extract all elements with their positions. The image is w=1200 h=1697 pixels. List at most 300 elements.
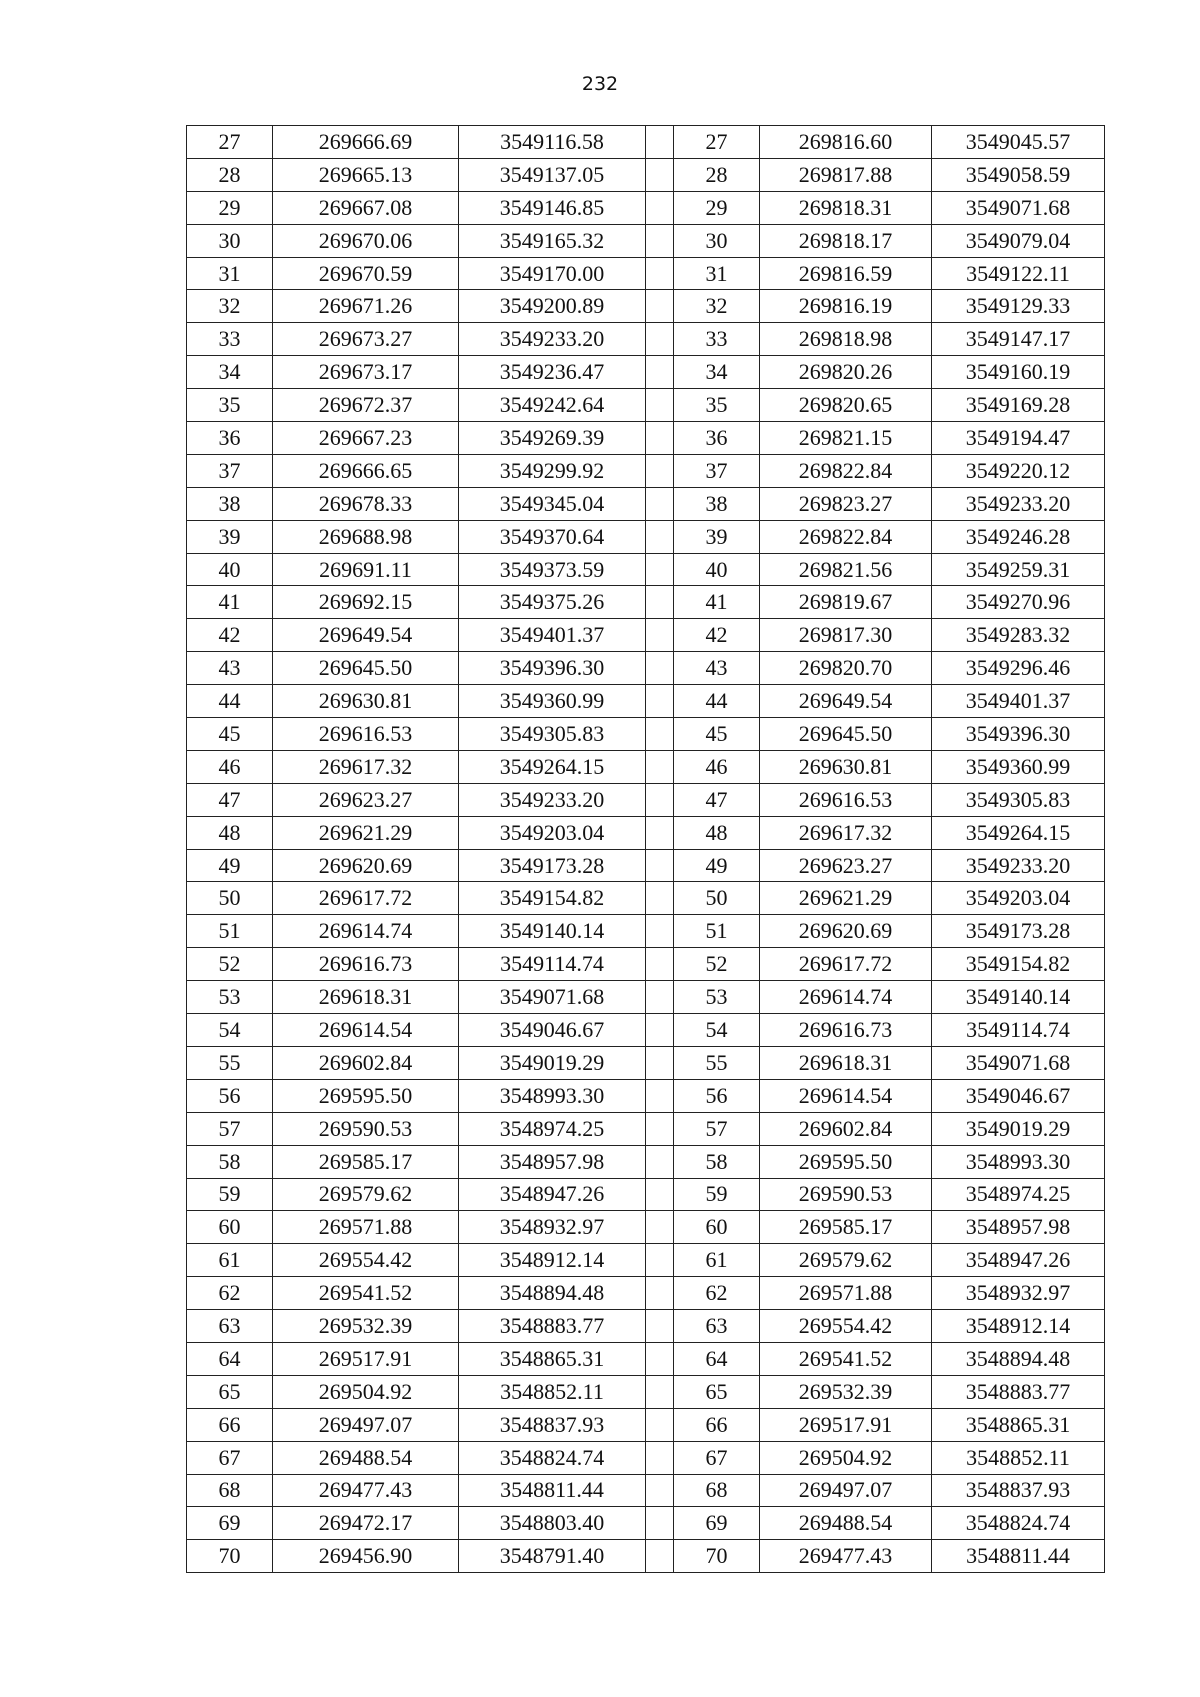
right-x-coordinate-cell: 269602.84 bbox=[760, 1112, 932, 1145]
left-point-number-cell: 52 bbox=[187, 948, 273, 981]
right-point-number-cell: 33 bbox=[674, 323, 760, 356]
table-row bbox=[187, 619, 1105, 652]
separator-cell bbox=[646, 1310, 674, 1343]
left-point-number-cell: 55 bbox=[187, 1046, 273, 1079]
table-row bbox=[187, 1244, 1105, 1277]
left-y-coordinate-cell: 3549165.32 bbox=[459, 224, 646, 257]
right-y-coordinate-cell: 3549046.67 bbox=[932, 1079, 1105, 1112]
left-x-coordinate-cell: 269630.81 bbox=[273, 685, 459, 718]
left-point-number-cell: 61 bbox=[187, 1244, 273, 1277]
table-row bbox=[187, 1474, 1105, 1507]
left-x-coordinate-cell: 269692.15 bbox=[273, 586, 459, 619]
left-x-coordinate-cell: 269649.54 bbox=[273, 619, 459, 652]
coordinate-table-body bbox=[187, 126, 1105, 1573]
right-y-coordinate-cell: 3549129.33 bbox=[932, 290, 1105, 323]
right-x-coordinate-cell: 269590.53 bbox=[760, 1178, 932, 1211]
separator-cell bbox=[646, 454, 674, 487]
left-y-coordinate-cell: 3548974.25 bbox=[459, 1112, 646, 1145]
table-row bbox=[187, 1211, 1105, 1244]
separator-cell bbox=[646, 257, 674, 290]
left-y-coordinate-cell: 3548894.48 bbox=[459, 1277, 646, 1310]
left-y-coordinate-cell: 3548791.40 bbox=[459, 1540, 646, 1573]
right-y-coordinate-cell: 3548947.26 bbox=[932, 1244, 1105, 1277]
right-y-coordinate-cell: 3548811.44 bbox=[932, 1540, 1105, 1573]
left-y-coordinate-cell: 3548883.77 bbox=[459, 1310, 646, 1343]
left-point-number-cell: 64 bbox=[187, 1342, 273, 1375]
right-x-coordinate-cell: 269614.74 bbox=[760, 981, 932, 1014]
left-x-coordinate-cell: 269667.08 bbox=[273, 191, 459, 224]
table-row bbox=[187, 750, 1105, 783]
left-point-number-cell: 56 bbox=[187, 1079, 273, 1112]
left-point-number-cell: 41 bbox=[187, 586, 273, 619]
right-point-number-cell: 38 bbox=[674, 487, 760, 520]
left-y-coordinate-cell: 3549396.30 bbox=[459, 652, 646, 685]
right-x-coordinate-cell: 269579.62 bbox=[760, 1244, 932, 1277]
right-y-coordinate-cell: 3549203.04 bbox=[932, 882, 1105, 915]
table-row bbox=[187, 290, 1105, 323]
table-row bbox=[187, 1046, 1105, 1079]
right-y-coordinate-cell: 3548894.48 bbox=[932, 1342, 1105, 1375]
separator-cell bbox=[646, 520, 674, 553]
table-row bbox=[187, 454, 1105, 487]
left-y-coordinate-cell: 3548811.44 bbox=[459, 1474, 646, 1507]
right-y-coordinate-cell: 3549270.96 bbox=[932, 586, 1105, 619]
separator-cell bbox=[646, 389, 674, 422]
table-row bbox=[187, 1540, 1105, 1573]
right-x-coordinate-cell: 269595.50 bbox=[760, 1145, 932, 1178]
right-x-coordinate-cell: 269821.56 bbox=[760, 553, 932, 586]
separator-cell bbox=[646, 882, 674, 915]
left-x-coordinate-cell: 269691.11 bbox=[273, 553, 459, 586]
left-y-coordinate-cell: 3549200.89 bbox=[459, 290, 646, 323]
right-point-number-cell: 70 bbox=[674, 1540, 760, 1573]
right-point-number-cell: 57 bbox=[674, 1112, 760, 1145]
separator-cell bbox=[646, 290, 674, 323]
left-y-coordinate-cell: 3548947.26 bbox=[459, 1178, 646, 1211]
left-x-coordinate-cell: 269554.42 bbox=[273, 1244, 459, 1277]
right-point-number-cell: 56 bbox=[674, 1079, 760, 1112]
left-x-coordinate-cell: 269688.98 bbox=[273, 520, 459, 553]
separator-cell bbox=[646, 1112, 674, 1145]
separator-cell bbox=[646, 487, 674, 520]
table-row bbox=[187, 1277, 1105, 1310]
separator-cell bbox=[646, 1145, 674, 1178]
right-point-number-cell: 59 bbox=[674, 1178, 760, 1211]
right-y-coordinate-cell: 3548824.74 bbox=[932, 1507, 1105, 1540]
right-x-coordinate-cell: 269541.52 bbox=[760, 1342, 932, 1375]
left-point-number-cell: 37 bbox=[187, 454, 273, 487]
right-y-coordinate-cell: 3548852.11 bbox=[932, 1441, 1105, 1474]
left-y-coordinate-cell: 3549137.05 bbox=[459, 158, 646, 191]
right-x-coordinate-cell: 269617.72 bbox=[760, 948, 932, 981]
right-point-number-cell: 67 bbox=[674, 1441, 760, 1474]
right-x-coordinate-cell: 269820.65 bbox=[760, 389, 932, 422]
left-y-coordinate-cell: 3549360.99 bbox=[459, 685, 646, 718]
right-point-number-cell: 61 bbox=[674, 1244, 760, 1277]
left-x-coordinate-cell: 269497.07 bbox=[273, 1408, 459, 1441]
separator-cell bbox=[646, 1244, 674, 1277]
table-row bbox=[187, 520, 1105, 553]
separator-cell bbox=[646, 1375, 674, 1408]
right-y-coordinate-cell: 3548865.31 bbox=[932, 1408, 1105, 1441]
right-x-coordinate-cell: 269554.42 bbox=[760, 1310, 932, 1343]
right-x-coordinate-cell: 269820.26 bbox=[760, 356, 932, 389]
right-x-coordinate-cell: 269517.91 bbox=[760, 1408, 932, 1441]
separator-cell bbox=[646, 553, 674, 586]
separator-cell bbox=[646, 126, 674, 159]
right-point-number-cell: 49 bbox=[674, 849, 760, 882]
right-y-coordinate-cell: 3549045.57 bbox=[932, 126, 1105, 159]
right-point-number-cell: 37 bbox=[674, 454, 760, 487]
left-point-number-cell: 54 bbox=[187, 1014, 273, 1047]
right-y-coordinate-cell: 3549122.11 bbox=[932, 257, 1105, 290]
left-x-coordinate-cell: 269532.39 bbox=[273, 1310, 459, 1343]
left-point-number-cell: 30 bbox=[187, 224, 273, 257]
right-y-coordinate-cell: 3548993.30 bbox=[932, 1145, 1105, 1178]
separator-cell bbox=[646, 685, 674, 718]
left-point-number-cell: 32 bbox=[187, 290, 273, 323]
table-row bbox=[187, 1178, 1105, 1211]
left-y-coordinate-cell: 3549203.04 bbox=[459, 816, 646, 849]
separator-cell bbox=[646, 619, 674, 652]
left-point-number-cell: 31 bbox=[187, 257, 273, 290]
table-row bbox=[187, 422, 1105, 455]
left-y-coordinate-cell: 3549233.20 bbox=[459, 783, 646, 816]
left-x-coordinate-cell: 269671.26 bbox=[273, 290, 459, 323]
right-point-number-cell: 31 bbox=[674, 257, 760, 290]
right-point-number-cell: 47 bbox=[674, 783, 760, 816]
separator-cell bbox=[646, 915, 674, 948]
separator-cell bbox=[646, 1540, 674, 1573]
left-y-coordinate-cell: 3549264.15 bbox=[459, 750, 646, 783]
right-x-coordinate-cell: 269618.31 bbox=[760, 1046, 932, 1079]
separator-cell bbox=[646, 1079, 674, 1112]
left-x-coordinate-cell: 269590.53 bbox=[273, 1112, 459, 1145]
left-point-number-cell: 68 bbox=[187, 1474, 273, 1507]
separator-cell bbox=[646, 586, 674, 619]
left-x-coordinate-cell: 269616.53 bbox=[273, 718, 459, 751]
left-y-coordinate-cell: 3549114.74 bbox=[459, 948, 646, 981]
left-point-number-cell: 59 bbox=[187, 1178, 273, 1211]
right-x-coordinate-cell: 269616.73 bbox=[760, 1014, 932, 1047]
left-point-number-cell: 35 bbox=[187, 389, 273, 422]
table-row bbox=[187, 849, 1105, 882]
right-point-number-cell: 66 bbox=[674, 1408, 760, 1441]
left-y-coordinate-cell: 3549370.64 bbox=[459, 520, 646, 553]
right-x-coordinate-cell: 269645.50 bbox=[760, 718, 932, 751]
separator-cell bbox=[646, 1277, 674, 1310]
left-y-coordinate-cell: 3548837.93 bbox=[459, 1408, 646, 1441]
separator-cell bbox=[646, 849, 674, 882]
left-point-number-cell: 39 bbox=[187, 520, 273, 553]
right-x-coordinate-cell: 269532.39 bbox=[760, 1375, 932, 1408]
table-row bbox=[187, 191, 1105, 224]
left-y-coordinate-cell: 3549146.85 bbox=[459, 191, 646, 224]
right-point-number-cell: 43 bbox=[674, 652, 760, 685]
left-point-number-cell: 51 bbox=[187, 915, 273, 948]
right-x-coordinate-cell: 269616.53 bbox=[760, 783, 932, 816]
left-y-coordinate-cell: 3548865.31 bbox=[459, 1342, 646, 1375]
left-x-coordinate-cell: 269620.69 bbox=[273, 849, 459, 882]
left-y-coordinate-cell: 3548803.40 bbox=[459, 1507, 646, 1540]
right-x-coordinate-cell: 269818.17 bbox=[760, 224, 932, 257]
right-x-coordinate-cell: 269822.84 bbox=[760, 520, 932, 553]
left-x-coordinate-cell: 269477.43 bbox=[273, 1474, 459, 1507]
right-point-number-cell: 30 bbox=[674, 224, 760, 257]
left-point-number-cell: 34 bbox=[187, 356, 273, 389]
left-y-coordinate-cell: 3548957.98 bbox=[459, 1145, 646, 1178]
left-x-coordinate-cell: 269517.91 bbox=[273, 1342, 459, 1375]
table-row bbox=[187, 652, 1105, 685]
left-y-coordinate-cell: 3549345.04 bbox=[459, 487, 646, 520]
right-point-number-cell: 40 bbox=[674, 553, 760, 586]
separator-cell bbox=[646, 816, 674, 849]
left-x-coordinate-cell: 269616.73 bbox=[273, 948, 459, 981]
left-point-number-cell: 70 bbox=[187, 1540, 273, 1573]
right-x-coordinate-cell: 269819.67 bbox=[760, 586, 932, 619]
right-point-number-cell: 68 bbox=[674, 1474, 760, 1507]
separator-cell bbox=[646, 422, 674, 455]
table-row bbox=[187, 718, 1105, 751]
right-x-coordinate-cell: 269821.15 bbox=[760, 422, 932, 455]
separator-cell bbox=[646, 652, 674, 685]
page-number: 232 bbox=[581, 73, 619, 95]
table-row bbox=[187, 783, 1105, 816]
separator-cell bbox=[646, 356, 674, 389]
right-point-number-cell: 36 bbox=[674, 422, 760, 455]
left-x-coordinate-cell: 269488.54 bbox=[273, 1441, 459, 1474]
left-y-coordinate-cell: 3549233.20 bbox=[459, 323, 646, 356]
left-x-coordinate-cell: 269665.13 bbox=[273, 158, 459, 191]
table-row bbox=[187, 158, 1105, 191]
right-point-number-cell: 55 bbox=[674, 1046, 760, 1079]
table-row bbox=[187, 586, 1105, 619]
right-y-coordinate-cell: 3549160.19 bbox=[932, 356, 1105, 389]
left-point-number-cell: 58 bbox=[187, 1145, 273, 1178]
separator-cell bbox=[646, 948, 674, 981]
left-y-coordinate-cell: 3549140.14 bbox=[459, 915, 646, 948]
separator-cell bbox=[646, 1178, 674, 1211]
table-row bbox=[187, 685, 1105, 718]
right-point-number-cell: 69 bbox=[674, 1507, 760, 1540]
left-point-number-cell: 27 bbox=[187, 126, 273, 159]
right-point-number-cell: 42 bbox=[674, 619, 760, 652]
right-x-coordinate-cell: 269504.92 bbox=[760, 1441, 932, 1474]
table-row bbox=[187, 948, 1105, 981]
left-y-coordinate-cell: 3549242.64 bbox=[459, 389, 646, 422]
right-y-coordinate-cell: 3549283.32 bbox=[932, 619, 1105, 652]
table-row bbox=[187, 915, 1105, 948]
left-point-number-cell: 46 bbox=[187, 750, 273, 783]
left-y-coordinate-cell: 3548824.74 bbox=[459, 1441, 646, 1474]
left-point-number-cell: 50 bbox=[187, 882, 273, 915]
right-x-coordinate-cell: 269823.27 bbox=[760, 487, 932, 520]
right-x-coordinate-cell: 269818.98 bbox=[760, 323, 932, 356]
left-x-coordinate-cell: 269666.69 bbox=[273, 126, 459, 159]
separator-cell bbox=[646, 224, 674, 257]
separator-cell bbox=[646, 1474, 674, 1507]
right-point-number-cell: 46 bbox=[674, 750, 760, 783]
right-x-coordinate-cell: 269817.30 bbox=[760, 619, 932, 652]
separator-cell bbox=[646, 158, 674, 191]
separator-cell bbox=[646, 1408, 674, 1441]
left-x-coordinate-cell: 269585.17 bbox=[273, 1145, 459, 1178]
right-y-coordinate-cell: 3548957.98 bbox=[932, 1211, 1105, 1244]
left-x-coordinate-cell: 269614.74 bbox=[273, 915, 459, 948]
right-y-coordinate-cell: 3548912.14 bbox=[932, 1310, 1105, 1343]
left-x-coordinate-cell: 269614.54 bbox=[273, 1014, 459, 1047]
left-x-coordinate-cell: 269645.50 bbox=[273, 652, 459, 685]
right-y-coordinate-cell: 3549401.37 bbox=[932, 685, 1105, 718]
left-y-coordinate-cell: 3549373.59 bbox=[459, 553, 646, 586]
right-x-coordinate-cell: 269621.29 bbox=[760, 882, 932, 915]
right-y-coordinate-cell: 3549019.29 bbox=[932, 1112, 1105, 1145]
left-x-coordinate-cell: 269617.72 bbox=[273, 882, 459, 915]
table-row bbox=[187, 1112, 1105, 1145]
table-row bbox=[187, 389, 1105, 422]
left-y-coordinate-cell: 3549269.39 bbox=[459, 422, 646, 455]
left-x-coordinate-cell: 269456.90 bbox=[273, 1540, 459, 1573]
left-point-number-cell: 45 bbox=[187, 718, 273, 751]
right-y-coordinate-cell: 3549396.30 bbox=[932, 718, 1105, 751]
table-row bbox=[187, 1079, 1105, 1112]
right-y-coordinate-cell: 3548837.93 bbox=[932, 1474, 1105, 1507]
separator-cell bbox=[646, 1441, 674, 1474]
right-point-number-cell: 41 bbox=[674, 586, 760, 619]
left-x-coordinate-cell: 269666.65 bbox=[273, 454, 459, 487]
left-y-coordinate-cell: 3549154.82 bbox=[459, 882, 646, 915]
table-row bbox=[187, 1507, 1105, 1540]
table-row bbox=[187, 257, 1105, 290]
table-row bbox=[187, 1014, 1105, 1047]
table-row bbox=[187, 1310, 1105, 1343]
left-x-coordinate-cell: 269504.92 bbox=[273, 1375, 459, 1408]
right-y-coordinate-cell: 3548932.97 bbox=[932, 1277, 1105, 1310]
right-x-coordinate-cell: 269630.81 bbox=[760, 750, 932, 783]
left-point-number-cell: 29 bbox=[187, 191, 273, 224]
right-point-number-cell: 32 bbox=[674, 290, 760, 323]
right-y-coordinate-cell: 3549071.68 bbox=[932, 1046, 1105, 1079]
separator-cell bbox=[646, 718, 674, 751]
left-y-coordinate-cell: 3548852.11 bbox=[459, 1375, 646, 1408]
right-y-coordinate-cell: 3549079.04 bbox=[932, 224, 1105, 257]
separator-cell bbox=[646, 750, 674, 783]
left-x-coordinate-cell: 269670.59 bbox=[273, 257, 459, 290]
left-y-coordinate-cell: 3549299.92 bbox=[459, 454, 646, 487]
right-y-coordinate-cell: 3549220.12 bbox=[932, 454, 1105, 487]
right-x-coordinate-cell: 269816.60 bbox=[760, 126, 932, 159]
right-point-number-cell: 50 bbox=[674, 882, 760, 915]
table-row bbox=[187, 816, 1105, 849]
right-x-coordinate-cell: 269488.54 bbox=[760, 1507, 932, 1540]
separator-cell bbox=[646, 1014, 674, 1047]
right-x-coordinate-cell: 269477.43 bbox=[760, 1540, 932, 1573]
right-y-coordinate-cell: 3549114.74 bbox=[932, 1014, 1105, 1047]
table-row bbox=[187, 1441, 1105, 1474]
right-point-number-cell: 60 bbox=[674, 1211, 760, 1244]
left-x-coordinate-cell: 269618.31 bbox=[273, 981, 459, 1014]
left-y-coordinate-cell: 3549019.29 bbox=[459, 1046, 646, 1079]
right-y-coordinate-cell: 3549264.15 bbox=[932, 816, 1105, 849]
table-row bbox=[187, 553, 1105, 586]
left-y-coordinate-cell: 3549173.28 bbox=[459, 849, 646, 882]
left-point-number-cell: 38 bbox=[187, 487, 273, 520]
right-y-coordinate-cell: 3548974.25 bbox=[932, 1178, 1105, 1211]
left-point-number-cell: 33 bbox=[187, 323, 273, 356]
left-x-coordinate-cell: 269673.27 bbox=[273, 323, 459, 356]
right-y-coordinate-cell: 3549246.28 bbox=[932, 520, 1105, 553]
left-x-coordinate-cell: 269602.84 bbox=[273, 1046, 459, 1079]
left-point-number-cell: 43 bbox=[187, 652, 273, 685]
left-x-coordinate-cell: 269595.50 bbox=[273, 1079, 459, 1112]
left-point-number-cell: 66 bbox=[187, 1408, 273, 1441]
separator-cell bbox=[646, 981, 674, 1014]
table-row bbox=[187, 356, 1105, 389]
left-y-coordinate-cell: 3549401.37 bbox=[459, 619, 646, 652]
left-point-number-cell: 53 bbox=[187, 981, 273, 1014]
right-y-coordinate-cell: 3549058.59 bbox=[932, 158, 1105, 191]
table-row bbox=[187, 1342, 1105, 1375]
right-y-coordinate-cell: 3549296.46 bbox=[932, 652, 1105, 685]
right-x-coordinate-cell: 269820.70 bbox=[760, 652, 932, 685]
right-point-number-cell: 51 bbox=[674, 915, 760, 948]
left-point-number-cell: 60 bbox=[187, 1211, 273, 1244]
table-row bbox=[187, 323, 1105, 356]
left-y-coordinate-cell: 3548932.97 bbox=[459, 1211, 646, 1244]
separator-cell bbox=[646, 1046, 674, 1079]
right-point-number-cell: 45 bbox=[674, 718, 760, 751]
separator-cell bbox=[646, 191, 674, 224]
table-row bbox=[187, 882, 1105, 915]
right-y-coordinate-cell: 3549305.83 bbox=[932, 783, 1105, 816]
right-point-number-cell: 39 bbox=[674, 520, 760, 553]
right-x-coordinate-cell: 269817.88 bbox=[760, 158, 932, 191]
left-x-coordinate-cell: 269472.17 bbox=[273, 1507, 459, 1540]
right-point-number-cell: 65 bbox=[674, 1375, 760, 1408]
left-point-number-cell: 36 bbox=[187, 422, 273, 455]
right-x-coordinate-cell: 269617.32 bbox=[760, 816, 932, 849]
right-x-coordinate-cell: 269571.88 bbox=[760, 1277, 932, 1310]
table-row bbox=[187, 981, 1105, 1014]
table-row bbox=[187, 126, 1105, 159]
table-row bbox=[187, 487, 1105, 520]
left-x-coordinate-cell: 269571.88 bbox=[273, 1211, 459, 1244]
right-point-number-cell: 63 bbox=[674, 1310, 760, 1343]
right-y-coordinate-cell: 3549140.14 bbox=[932, 981, 1105, 1014]
right-x-coordinate-cell: 269497.07 bbox=[760, 1474, 932, 1507]
left-x-coordinate-cell: 269673.17 bbox=[273, 356, 459, 389]
right-y-coordinate-cell: 3549259.31 bbox=[932, 553, 1105, 586]
right-y-coordinate-cell: 3549233.20 bbox=[932, 487, 1105, 520]
left-point-number-cell: 47 bbox=[187, 783, 273, 816]
left-x-coordinate-cell: 269617.32 bbox=[273, 750, 459, 783]
right-point-number-cell: 62 bbox=[674, 1277, 760, 1310]
left-y-coordinate-cell: 3549046.67 bbox=[459, 1014, 646, 1047]
right-y-coordinate-cell: 3549154.82 bbox=[932, 948, 1105, 981]
table-row bbox=[187, 1408, 1105, 1441]
right-point-number-cell: 44 bbox=[674, 685, 760, 718]
right-point-number-cell: 29 bbox=[674, 191, 760, 224]
right-y-coordinate-cell: 3549147.17 bbox=[932, 323, 1105, 356]
right-y-coordinate-cell: 3549169.28 bbox=[932, 389, 1105, 422]
left-x-coordinate-cell: 269579.62 bbox=[273, 1178, 459, 1211]
right-x-coordinate-cell: 269623.27 bbox=[760, 849, 932, 882]
right-x-coordinate-cell: 269818.31 bbox=[760, 191, 932, 224]
left-point-number-cell: 67 bbox=[187, 1441, 273, 1474]
left-point-number-cell: 42 bbox=[187, 619, 273, 652]
left-y-coordinate-cell: 3549305.83 bbox=[459, 718, 646, 751]
right-x-coordinate-cell: 269649.54 bbox=[760, 685, 932, 718]
